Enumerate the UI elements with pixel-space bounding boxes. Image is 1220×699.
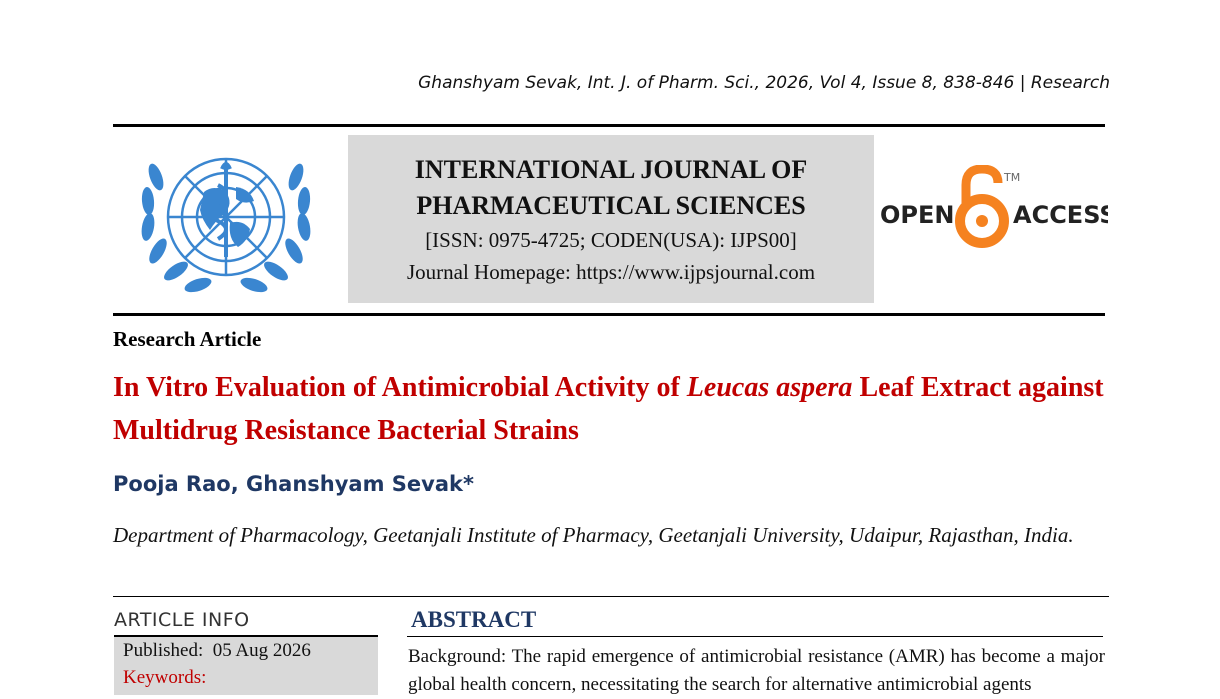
article-title (113, 366, 1113, 452)
abstract-text: Background: The rapid emergence of antimicrobial resistance (AMR) has become a major global health concern, necessitating the search for alternative antimicrobial agents (408, 646, 1105, 695)
journal-homepage: Journal Homepage: https://www.ijpsjournal.com (406, 260, 816, 284)
globe-laurel-icon (126, 137, 326, 307)
open-access-lock-icon (878, 165, 1108, 255)
open-access-left-text: OPEN (880, 201, 955, 229)
affiliation: Department of Pharmacology, Geetanjali Institute of Pharmacy, Geetanjali University, Udaipur, Rajasthan, India. (113, 523, 1074, 547)
journal-name (348, 152, 874, 224)
abstract-rule (407, 636, 1103, 637)
open-access-right-text: ACCESS (1013, 201, 1108, 229)
article-type: Research Article (113, 327, 262, 351)
journal-masthead (348, 135, 874, 303)
journal-issn: [ISSN: 0975-4725; CODEN(USA): IJPS00] (425, 228, 797, 252)
keywords-label: Keywords: (123, 667, 207, 688)
journal-name-line1: INTERNATIONAL JOURNAL OF (414, 155, 808, 184)
running-header: Ghanshyam Sevak, Int. J. of Pharm. Sci., 2026, Vol 4, Issue 8, 838-846 | Research (418, 73, 1110, 93)
open-access-logo (878, 165, 1108, 255)
header-rule-top (113, 124, 1105, 127)
un-emblem-logo (126, 137, 326, 307)
abstract-heading: ABSTRACT (411, 607, 537, 632)
section-divider (113, 596, 1109, 597)
title-part1: In Vitro Evaluation of Antimicrobial Activity of (113, 372, 687, 403)
published-date: Published: 05 Aug 2026 (123, 640, 311, 661)
author-list: Pooja Rao, Ghanshyam Sevak* (113, 472, 474, 496)
journal-name-line2: PHARMACEUTICAL SCIENCES (416, 191, 806, 220)
title-species: Leucas aspera (686, 372, 853, 403)
open-access-tm-text: TM (1004, 171, 1021, 184)
title-part2: Leaf Extract against Multidrug Resistance Bacterial Strains (113, 372, 1104, 446)
header-rule-bottom (113, 313, 1105, 316)
article-info-heading: ARTICLE INFO (114, 609, 250, 631)
